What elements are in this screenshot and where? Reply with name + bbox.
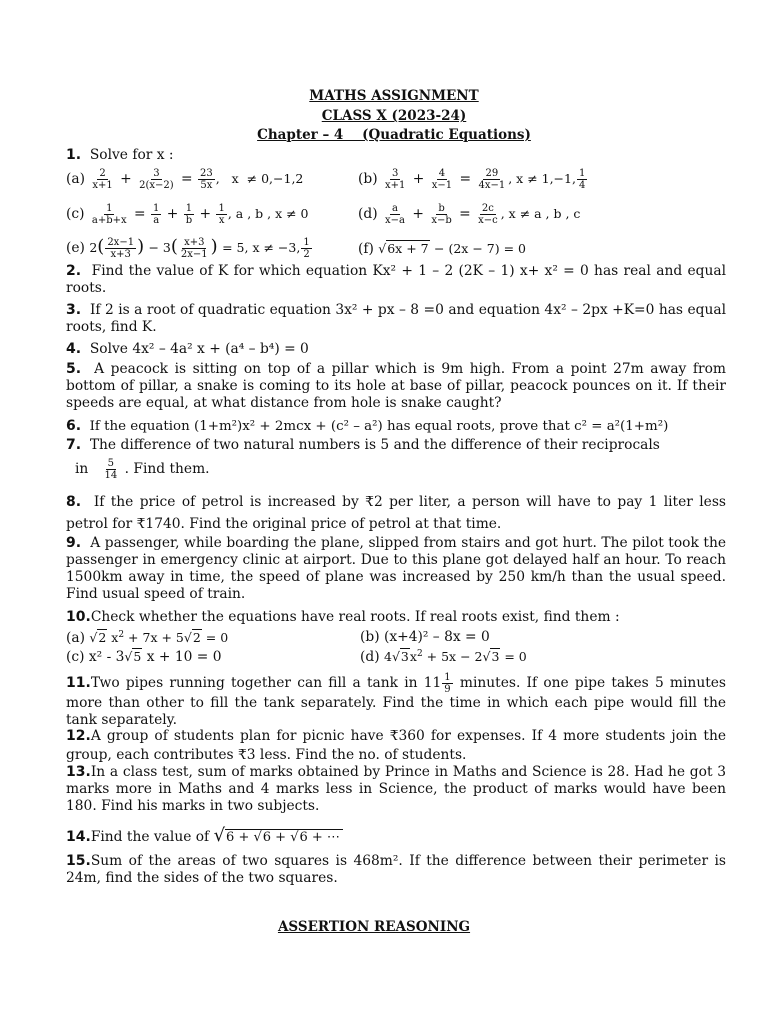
q10-part-c: (c) x² - 3√5 x + 10 = 0 [66, 649, 222, 665]
q1-part-c: (c) $\frac{1}{a+b+x}$ = $\frac{1}{a}$ + $\frac{1}{b}$ + $\frac{1}{x}$ , a , b , x ≠ 0 [66, 203, 309, 226]
question-5: 5. A peacock is sitting on top of a pillar which is 9m high. From a point 27m away from bottom of pillar, a snake is coming to its hole at base of pillar, peacock pounces on it. If their speeds are equal, at what distance from hole is snake caught? [66, 361, 726, 411]
question-9: 9. A passenger, while boarding the plane, slipped from stairs and got hurt. The pilot took the passenger in emergency clinic at airport. Due to this plane got delayed half an hour. To reach 1500km away in time, the speed of plane was increased by 250 km/h than the usual speed. Find usual speed of train. [66, 535, 726, 602]
q10-part-d: (d) $4√3x^2 + 5x - 2√3 = 0$ [360, 648, 527, 665]
question-12: 12.A group of students plan for picnic have ₹360 for expenses. If 4 more students join the group, each contributes ₹3 less. Find the no. of students. [66, 728, 726, 763]
question-7: 7. The difference of two natural numbers is 5 and the difference of their reciprocals [66, 437, 660, 453]
question-7-continued: in $\frac{5}{14}$ . Find them. [75, 458, 210, 481]
chapter-heading: Chapter – 4 (Quadratic Equations) [257, 127, 531, 143]
question-1: 1. Solve for x : [66, 147, 174, 163]
q1-part-b: (b) $\frac{3}{x+1}$ + $\frac{4}{x-1}$ = $\frac{29}{4x-1}$ , x ≠ 1,−1, $\frac{1}{4}$ [358, 168, 586, 191]
class-heading: CLASS X (2023-24) [321, 108, 467, 124]
q10-part-a: (a) √2 $x^2 + 7x + 5√2 = 0$ [66, 629, 229, 646]
question-13: 13.In a class test, sum of marks obtained by Prince in Maths and Science is 28. Had he got 3 marks more in Maths and 4 marks less in Science, the product of marks would have been 180. Find his marks in two subjects. [66, 764, 726, 814]
section-heading-assertion-reasoning: ASSERTION REASONING [277, 919, 471, 935]
question-4: 4. Solve 4x² – 4a² x + (a⁴ – b⁴) = 0 [66, 341, 309, 357]
question-6: 6. If the equation (1+m²)x² + 2mcx + (c² – a²) has equal roots, prove that c² = a²(1+m²) [66, 418, 669, 434]
question-3: 3. If 2 is a root of quadratic equation 3x² + px – 8 =0 and equation 4x² – 2px +K=0 has equal roots, find K. [66, 302, 726, 335]
document-title: MATHS ASSIGNMENT [309, 88, 479, 104]
q1-part-e: (e) 2( $\frac{2x-1}{x+3}$ ) − 3( $\frac{x+3}{2x-1}$ ) = 5, x ≠ −3, $\frac{1}{2}$ [66, 236, 310, 260]
q10-part-b: (b) (x+4)² – 8x = 0 [360, 629, 490, 645]
question-8: 8. If the price of petrol is increased by ₹2 per liter, a person will have to pay 1 liter less petrol for ₹1740. Find the original price of petrol at that time. [66, 494, 726, 532]
q1-part-a: (a) $\frac{2}{x+1}$ + $\frac{3}{2(x-2)}$ = $\frac{23}{5x}$ , x ≠ 0,−1,2 [66, 168, 304, 191]
question-11: 11.Two pipes running together can fill a tank in 11 $\frac{1}{9}$ minutes. If one pipe takes 5 minutes more than other to fill the tank separately. Find the time in which each pipe would fill the tank separately. [66, 672, 726, 728]
question-15: 15.Sum of the areas of two squares is 468m². If the difference between their perimeter is 24m, find the sides of the two squares. [66, 853, 726, 886]
question-14: 14.Find the value of √6 + √6 + √6 + ⋯ [66, 827, 343, 846]
q1-part-f: (f) √6x + 7 − (2x − 7) = 0 [358, 241, 526, 257]
question-2: 2. Find the value of K for which equation Kx² + 1 – 2 (2K – 1) x+ x² = 0 has real and equal roots. [66, 263, 726, 296]
q1-part-d: (d) $\frac{a}{x-a}$ + $\frac{b}{x-b}$ = $\frac{2c}{x-c}$ , x ≠ a , b , c [358, 203, 581, 226]
question-10: 10.Check whether the equations have real roots. If real roots exist, find them : [66, 609, 620, 625]
